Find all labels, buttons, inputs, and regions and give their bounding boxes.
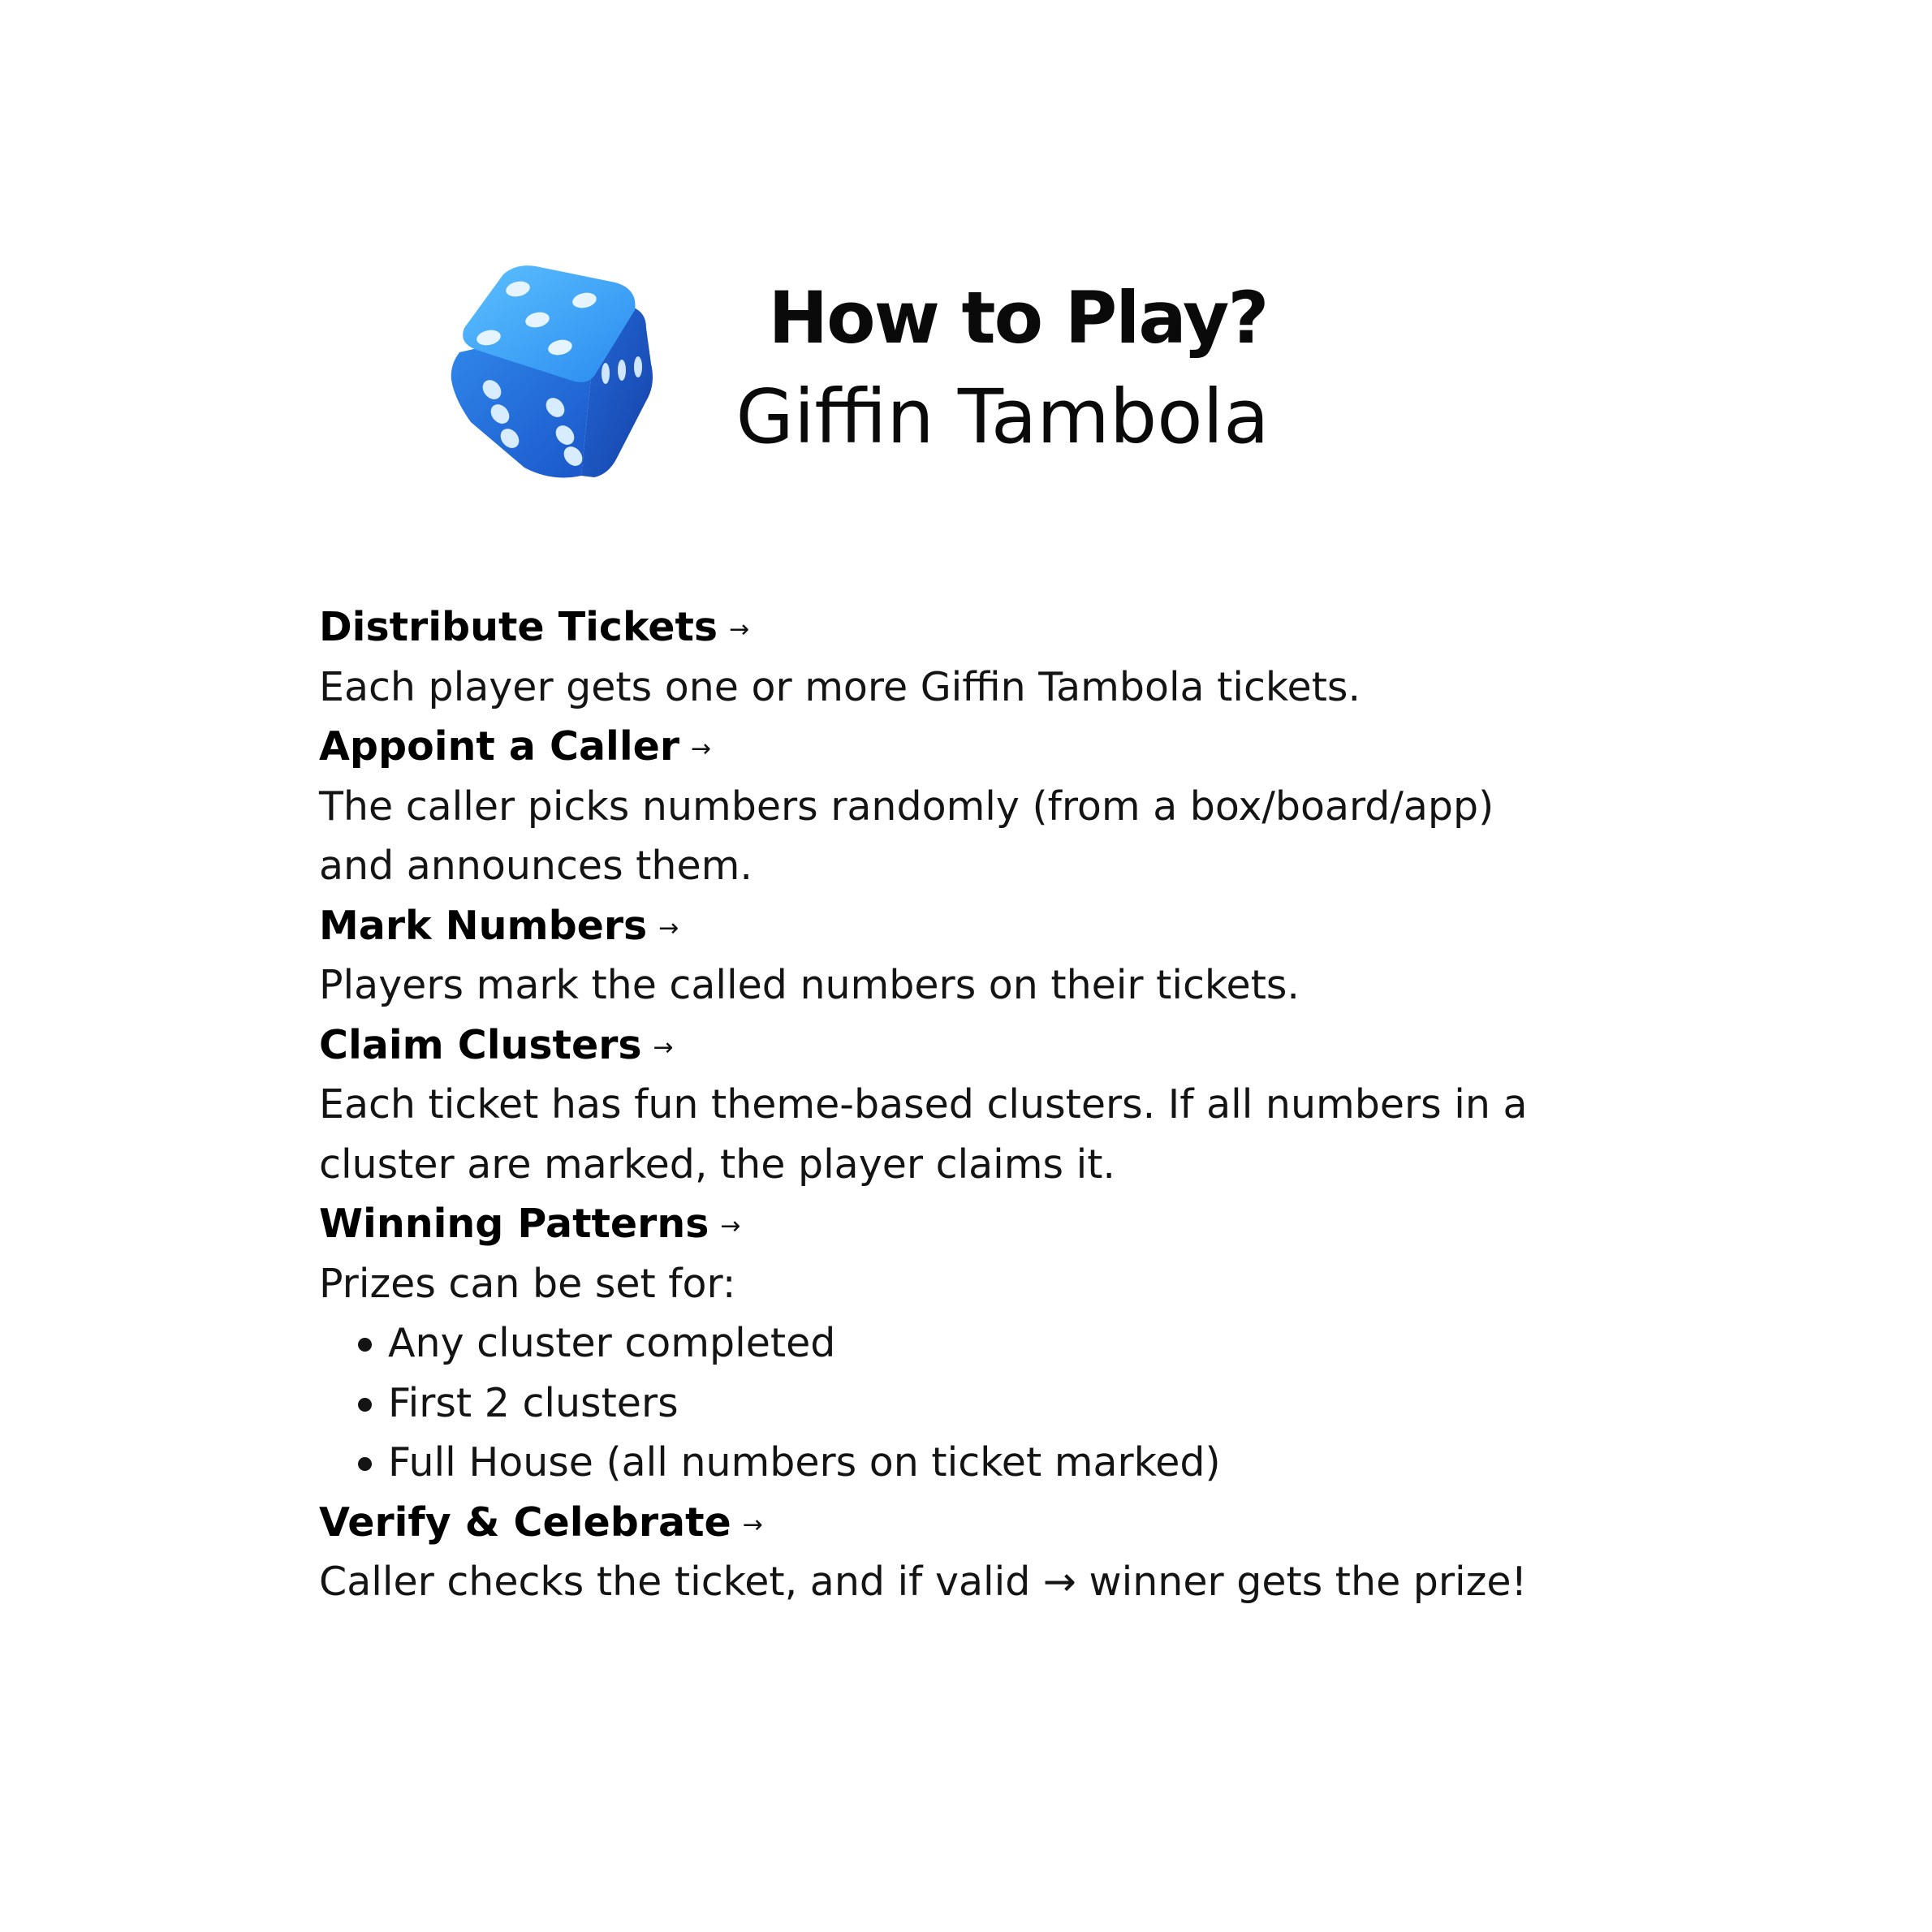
section-heading xyxy=(319,1016,1699,1076)
arrow-icon: → xyxy=(691,735,712,763)
instructions xyxy=(319,597,1699,1612)
prize-list xyxy=(319,1313,1699,1493)
arrow-icon: → xyxy=(720,1212,741,1240)
list-item xyxy=(319,1374,1699,1434)
section-heading xyxy=(319,597,1699,658)
section-text: Each player gets one or more Giffin Tambola tickets. xyxy=(319,663,1361,710)
section-text: Caller checks the ticket, and if valid → winner gets the prize! xyxy=(319,1559,1528,1605)
section-heading-text: Distribute Tickets xyxy=(319,604,718,650)
section-text: Players mark the called numbers on their tickets. xyxy=(319,962,1300,1008)
section-heading xyxy=(319,717,1699,777)
list-item-text: Any cluster completed xyxy=(388,1320,836,1366)
bullet-icon xyxy=(358,1398,372,1412)
section-heading-text: Mark Numbers xyxy=(319,902,648,949)
list-item-text: First 2 clusters xyxy=(388,1379,679,1426)
section-heading xyxy=(319,896,1699,956)
section-heading-text: Claim Clusters xyxy=(319,1021,642,1068)
arrow-icon: → xyxy=(658,913,679,942)
section-heading-text: Appoint a Caller xyxy=(319,723,680,770)
section-heading xyxy=(319,1194,1699,1254)
arrow-icon: → xyxy=(729,615,750,644)
list-item xyxy=(319,1313,1699,1374)
list-item xyxy=(319,1433,1699,1493)
bullet-icon xyxy=(358,1457,372,1471)
section-text: Prizes can be set for: xyxy=(319,1260,736,1307)
arrow-icon: → xyxy=(742,1510,763,1539)
list-item-text: Full House (all numbers on ticket marked) xyxy=(388,1439,1221,1486)
dice-icon xyxy=(446,263,664,481)
arrow-icon: → xyxy=(653,1033,674,1062)
page-subtitle: Giffin Tambola xyxy=(735,373,1270,460)
bullet-icon xyxy=(358,1338,372,1352)
section-text: and announces them. xyxy=(319,843,753,889)
section-text: The caller picks numbers randomly (from a box/board/app) xyxy=(319,783,1494,830)
section-heading xyxy=(319,1493,1699,1553)
section-text: cluster are marked, the player claims it. xyxy=(319,1141,1116,1188)
header xyxy=(446,258,1502,485)
section-heading-text: Verify & Celebrate xyxy=(319,1499,731,1546)
section-text: Each ticket has fun theme-based clusters. If all numbers in a xyxy=(319,1081,1528,1128)
section-heading-text: Winning Patterns xyxy=(319,1201,709,1247)
page-title: How to Play? xyxy=(768,276,1268,360)
